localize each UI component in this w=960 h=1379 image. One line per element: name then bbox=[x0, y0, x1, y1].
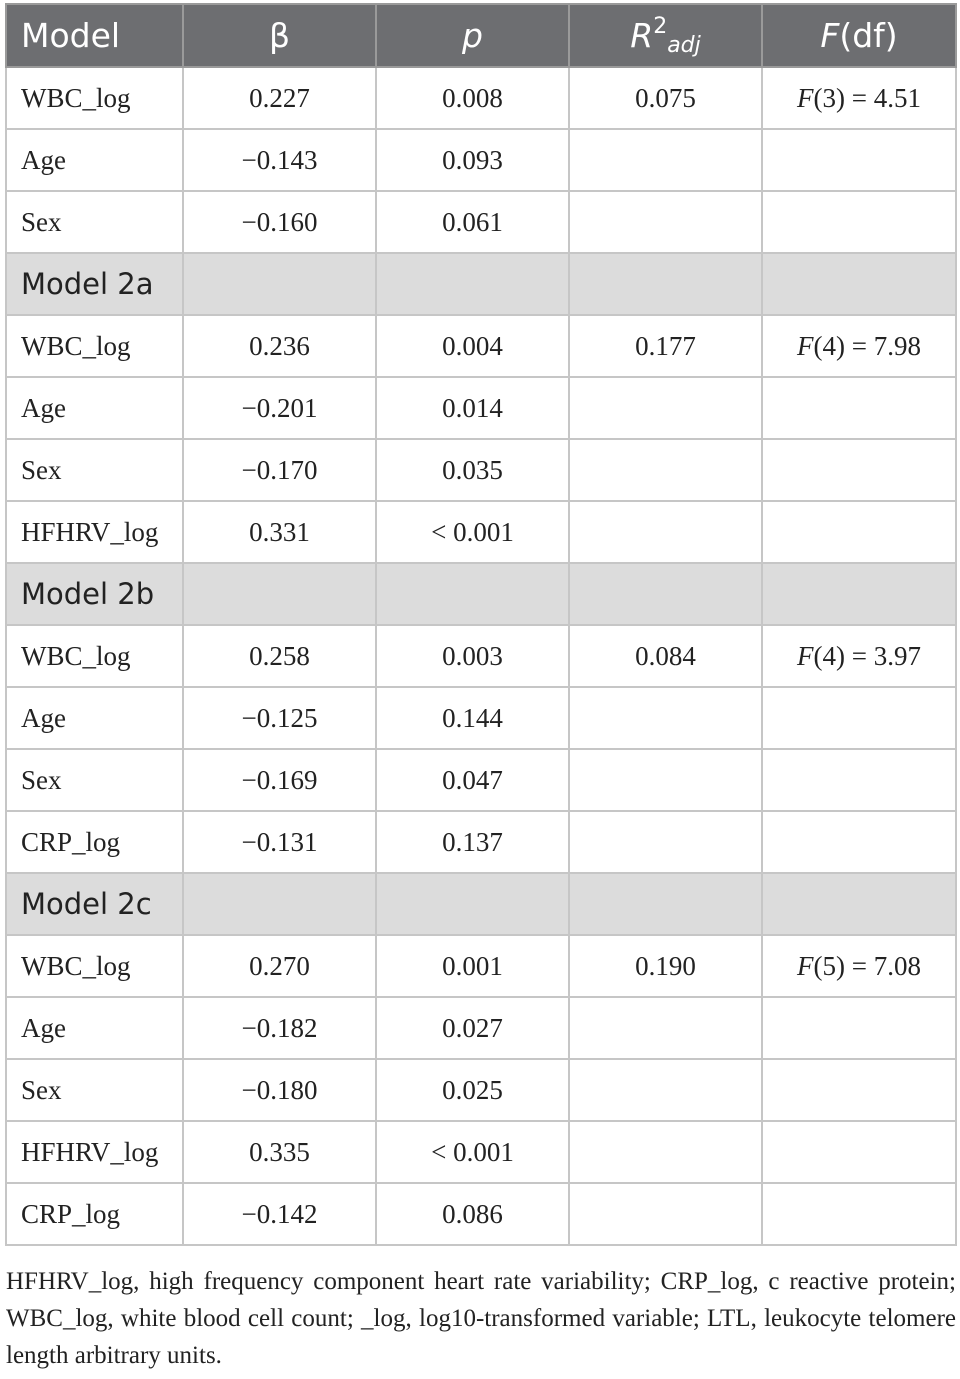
table-row bbox=[6, 439, 956, 501]
variable-cell: HFHRV_log bbox=[6, 1121, 183, 1183]
f-df-cell bbox=[762, 439, 956, 501]
f-value: (4) = 7.98 bbox=[813, 330, 921, 361]
p-value-cell: 0.025 bbox=[376, 1059, 569, 1121]
p-value-cell: 0.001 bbox=[376, 935, 569, 997]
beta-cell: −0.131 bbox=[183, 811, 376, 873]
f-df-cell bbox=[762, 749, 956, 811]
regression-table bbox=[5, 3, 957, 1246]
model-group-label: Model 2c bbox=[6, 873, 183, 935]
group-empty-cell bbox=[569, 563, 762, 625]
table-row bbox=[6, 811, 956, 873]
table-row bbox=[6, 1183, 956, 1245]
group-empty-cell bbox=[569, 253, 762, 315]
table-row bbox=[6, 191, 956, 253]
p-value-cell: 0.027 bbox=[376, 997, 569, 1059]
variable-cell: Sex bbox=[6, 1059, 183, 1121]
beta-cell: −0.169 bbox=[183, 749, 376, 811]
r2adj-cell: 0.190 bbox=[569, 935, 762, 997]
model-group-row bbox=[6, 563, 956, 625]
table-row bbox=[6, 935, 956, 997]
r2adj-cell bbox=[569, 1121, 762, 1183]
header-r2adj: $R^2_{adj}$ bbox=[569, 4, 762, 67]
beta-cell: −0.160 bbox=[183, 191, 376, 253]
f-df-cell bbox=[762, 625, 956, 687]
f-df-cell bbox=[762, 129, 956, 191]
r2adj-cell: 0.177 bbox=[569, 315, 762, 377]
p-value-cell: < 0.001 bbox=[376, 501, 569, 563]
group-empty-cell bbox=[569, 873, 762, 935]
group-empty-cell bbox=[183, 873, 376, 935]
group-empty-cell bbox=[183, 563, 376, 625]
group-empty-cell bbox=[376, 253, 569, 315]
p-value-cell: 0.008 bbox=[376, 67, 569, 129]
f-df-cell bbox=[762, 811, 956, 873]
group-empty-cell bbox=[183, 253, 376, 315]
table-row bbox=[6, 687, 956, 749]
beta-cell: 0.335 bbox=[183, 1121, 376, 1183]
r2adj-cell bbox=[569, 687, 762, 749]
variable-cell: Sex bbox=[6, 439, 183, 501]
group-empty-cell bbox=[762, 563, 956, 625]
variable-cell: WBC_log bbox=[6, 935, 183, 997]
beta-cell: −0.142 bbox=[183, 1183, 376, 1245]
table-row bbox=[6, 625, 956, 687]
table-row bbox=[6, 377, 956, 439]
model-group-row bbox=[6, 253, 956, 315]
f-value: (5) = 7.08 bbox=[813, 950, 921, 981]
beta-cell: 0.236 bbox=[183, 315, 376, 377]
p-value-cell: 0.035 bbox=[376, 439, 569, 501]
f-df-cell bbox=[762, 687, 956, 749]
f-value: (4) = 3.97 bbox=[813, 640, 921, 671]
f-letter: F bbox=[797, 330, 814, 361]
beta-cell: −0.180 bbox=[183, 1059, 376, 1121]
f-df-cell bbox=[762, 997, 956, 1059]
p-value-cell: < 0.001 bbox=[376, 1121, 569, 1183]
beta-cell: 0.258 bbox=[183, 625, 376, 687]
table-row bbox=[6, 501, 956, 563]
f-value: (3) = 4.51 bbox=[813, 82, 921, 113]
variable-cell: WBC_log bbox=[6, 625, 183, 687]
beta-cell: 0.270 bbox=[183, 935, 376, 997]
model-group-row bbox=[6, 873, 956, 935]
f-df-cell bbox=[762, 935, 956, 997]
beta-cell: 0.331 bbox=[183, 501, 376, 563]
p-value-cell: 0.003 bbox=[376, 625, 569, 687]
r2adj-cell: 0.084 bbox=[569, 625, 762, 687]
f-df-cell bbox=[762, 315, 956, 377]
f-letter: F bbox=[797, 640, 814, 671]
r2adj-cell bbox=[569, 1059, 762, 1121]
header-beta: β bbox=[183, 4, 376, 67]
model-group-label: Model 2b bbox=[6, 563, 183, 625]
header-fdf: F(df) bbox=[762, 4, 956, 67]
beta-cell: −0.182 bbox=[183, 997, 376, 1059]
variable-cell: Age bbox=[6, 997, 183, 1059]
variable-cell: Age bbox=[6, 377, 183, 439]
f-df-cell bbox=[762, 1059, 956, 1121]
f-letter: F bbox=[797, 950, 814, 981]
p-value-cell: 0.093 bbox=[376, 129, 569, 191]
p-value-cell: 0.047 bbox=[376, 749, 569, 811]
header-p: p bbox=[376, 4, 569, 67]
table-row bbox=[6, 129, 956, 191]
variable-cell: Sex bbox=[6, 191, 183, 253]
table-row bbox=[6, 749, 956, 811]
r2adj-cell bbox=[569, 439, 762, 501]
group-empty-cell bbox=[376, 873, 569, 935]
variable-cell: CRP_log bbox=[6, 811, 183, 873]
f-df-cell bbox=[762, 377, 956, 439]
f-letter: F bbox=[797, 82, 814, 113]
r2adj-cell bbox=[569, 501, 762, 563]
table-row bbox=[6, 315, 956, 377]
table-row bbox=[6, 67, 956, 129]
header-row bbox=[6, 4, 956, 67]
model-group-label: Model 2a bbox=[6, 253, 183, 315]
variable-cell: HFHRV_log bbox=[6, 501, 183, 563]
beta-cell: −0.125 bbox=[183, 687, 376, 749]
table-row bbox=[6, 997, 956, 1059]
beta-cell: −0.170 bbox=[183, 439, 376, 501]
variable-cell: CRP_log bbox=[6, 1183, 183, 1245]
p-value-cell: 0.144 bbox=[376, 687, 569, 749]
p-value-cell: 0.086 bbox=[376, 1183, 569, 1245]
r2adj-cell bbox=[569, 811, 762, 873]
beta-cell: −0.143 bbox=[183, 129, 376, 191]
beta-cell: −0.201 bbox=[183, 377, 376, 439]
r2adj-cell bbox=[569, 377, 762, 439]
r2adj-cell bbox=[569, 749, 762, 811]
r2adj-cell bbox=[569, 1183, 762, 1245]
variable-cell: Sex bbox=[6, 749, 183, 811]
header-model: Model bbox=[6, 4, 183, 67]
r2adj-cell: 0.075 bbox=[569, 67, 762, 129]
p-value-cell: 0.014 bbox=[376, 377, 569, 439]
f-df-cell bbox=[762, 1183, 956, 1245]
p-value-cell: 0.004 bbox=[376, 315, 569, 377]
f-df-cell bbox=[762, 191, 956, 253]
variable-cell: WBC_log bbox=[6, 315, 183, 377]
r2adj-cell bbox=[569, 191, 762, 253]
variable-cell: Age bbox=[6, 687, 183, 749]
table-body bbox=[6, 67, 956, 1245]
variable-cell: Age bbox=[6, 129, 183, 191]
table-row bbox=[6, 1121, 956, 1183]
p-value-cell: 0.061 bbox=[376, 191, 569, 253]
group-empty-cell bbox=[376, 563, 569, 625]
f-df-cell bbox=[762, 67, 956, 129]
table-row bbox=[6, 1059, 956, 1121]
p-value-cell: 0.137 bbox=[376, 811, 569, 873]
table-footnote: HFHRV_log, high frequency component heart rate variability; CRP_log, c reactive protein; WBC_log, white blood cell count; _log, log10-transformed variable; LTL, leukocyte telomere length arbitrary units. bbox=[6, 1268, 956, 1369]
beta-cell: 0.227 bbox=[183, 67, 376, 129]
group-empty-cell bbox=[762, 873, 956, 935]
r2adj-cell bbox=[569, 129, 762, 191]
r2adj-cell bbox=[569, 997, 762, 1059]
f-df-cell bbox=[762, 1121, 956, 1183]
variable-cell: WBC_log bbox=[6, 67, 183, 129]
group-empty-cell bbox=[762, 253, 956, 315]
f-df-cell bbox=[762, 501, 956, 563]
